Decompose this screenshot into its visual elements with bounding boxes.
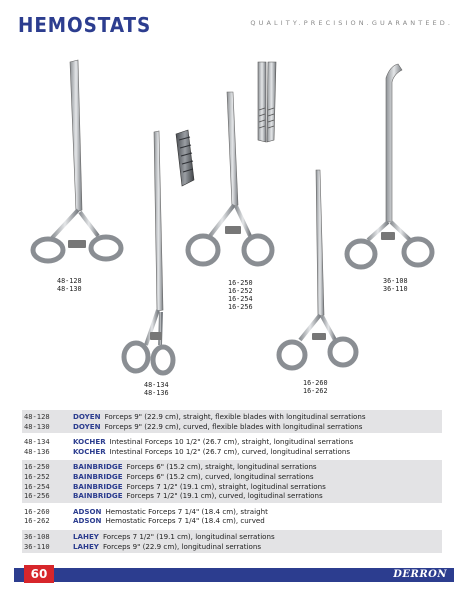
item-description: Intestinal Forceps 10 1/2" (26.7 cm), straight, longitudinal serrations — [109, 437, 354, 447]
table-row — [24, 437, 442, 447]
item-code: 16-250 — [24, 462, 50, 472]
item-description: Forceps 9" (22.9 cm), longitudinal serrations — [102, 541, 262, 551]
catalog-group — [22, 410, 442, 433]
item-description: Forceps 9" (22.9 cm), straight, flexible blades with longitudinal serrations — [104, 412, 366, 421]
item-code: 16-260 — [24, 506, 50, 516]
lahey-code-label: 36-108 36-110 — [383, 277, 408, 293]
instrument-illustrations — [0, 40, 465, 410]
item-description: Forceps 6" (15.2 cm), curved, longitudinal serrations — [126, 471, 314, 481]
table-row — [24, 447, 442, 457]
lahey-forceps-image — [347, 64, 432, 267]
page-number: 60 — [24, 565, 54, 583]
item-description: Forceps 9" (22.9 cm), curved, flexible blades with longitudinal serrations — [104, 421, 363, 431]
item-name: DOYEN — [73, 412, 101, 421]
doyen-forceps-image — [33, 60, 121, 261]
table-row — [24, 462, 442, 472]
bainbridge-code-label: 16-250 16-252 16-254 16-256 — [228, 279, 253, 311]
item-name: BAINBRIDGE — [73, 462, 123, 472]
item-name: LAHEY — [73, 541, 99, 551]
kocher-forceps-image — [124, 131, 173, 373]
kocher-blade-detail — [176, 130, 194, 186]
page-title: HEMOSTATS — [18, 13, 152, 37]
item-name: KOCHER — [73, 437, 106, 447]
catalog-group — [22, 460, 442, 502]
footer-bar — [14, 568, 454, 582]
table-row — [24, 507, 442, 517]
bainbridge-blade-detail — [258, 62, 276, 142]
doyen-code-label: 48-128 48-130 — [57, 277, 82, 293]
catalog-group — [22, 505, 442, 528]
item-description: Forceps 7 1/2" (19.1 cm), longitudinal serrations — [102, 531, 275, 541]
kocher-code-label: 48-134 48-136 — [144, 381, 169, 397]
item-code: 16-254 — [24, 481, 50, 491]
item-name: DOYEN — [73, 421, 101, 431]
table-row — [24, 412, 442, 422]
item-description: Intestinal Forceps 10 1/2" (26.7 cm), curved, longitudinal serrations — [109, 446, 351, 456]
table-row — [24, 482, 442, 492]
item-name: BAINBRIDGE — [73, 471, 123, 481]
item-name: ADSON — [73, 516, 102, 526]
item-description: Forceps 7 1/2" (19.1 cm), straight, logitudinal serrations — [126, 481, 326, 491]
table-row — [24, 491, 442, 501]
item-description: Hemostatic Forceps 7 1/4" (18.4 cm), curved — [105, 516, 265, 526]
tagline: QUALITY.PRECISION.GUARANTEED. — [250, 19, 453, 27]
item-name: LAHEY — [73, 531, 99, 541]
item-description: Forceps 7 1/2" (19.1 cm), curved, logitudinal serrations — [126, 491, 323, 501]
item-code: 16-262 — [24, 516, 50, 526]
table-row — [24, 532, 442, 542]
adson-forceps-image — [279, 170, 356, 368]
item-code: 48-128 — [24, 412, 50, 421]
item-description: Forceps 6" (15.2 cm), straight, longitudinal serrations — [126, 462, 317, 472]
item-name: BAINBRIDGE — [73, 491, 123, 501]
catalog-group — [22, 435, 442, 458]
catalog-table — [22, 410, 442, 555]
item-name: ADSON — [73, 506, 102, 516]
item-code: 48-130 — [24, 421, 50, 431]
item-name: KOCHER — [73, 446, 106, 456]
adson-code-label: 16-260 16-262 — [303, 379, 328, 395]
table-row — [24, 516, 442, 526]
brand-logo: DERRON — [393, 569, 447, 580]
table-row — [24, 422, 442, 432]
item-code: 16-252 — [24, 471, 50, 481]
table-row — [24, 472, 442, 482]
item-code: 36-108 — [24, 531, 50, 541]
item-code: 48-134 — [24, 437, 50, 447]
catalog-group — [22, 530, 442, 553]
item-code: 36-110 — [24, 541, 50, 551]
item-code: 48-136 — [24, 446, 50, 456]
item-name: BAINBRIDGE — [73, 481, 123, 491]
table-row — [24, 542, 442, 552]
item-description: Hemostatic Forceps 7 1/4" (18.4 cm), straight — [105, 506, 268, 516]
item-code: 16-256 — [24, 491, 50, 501]
